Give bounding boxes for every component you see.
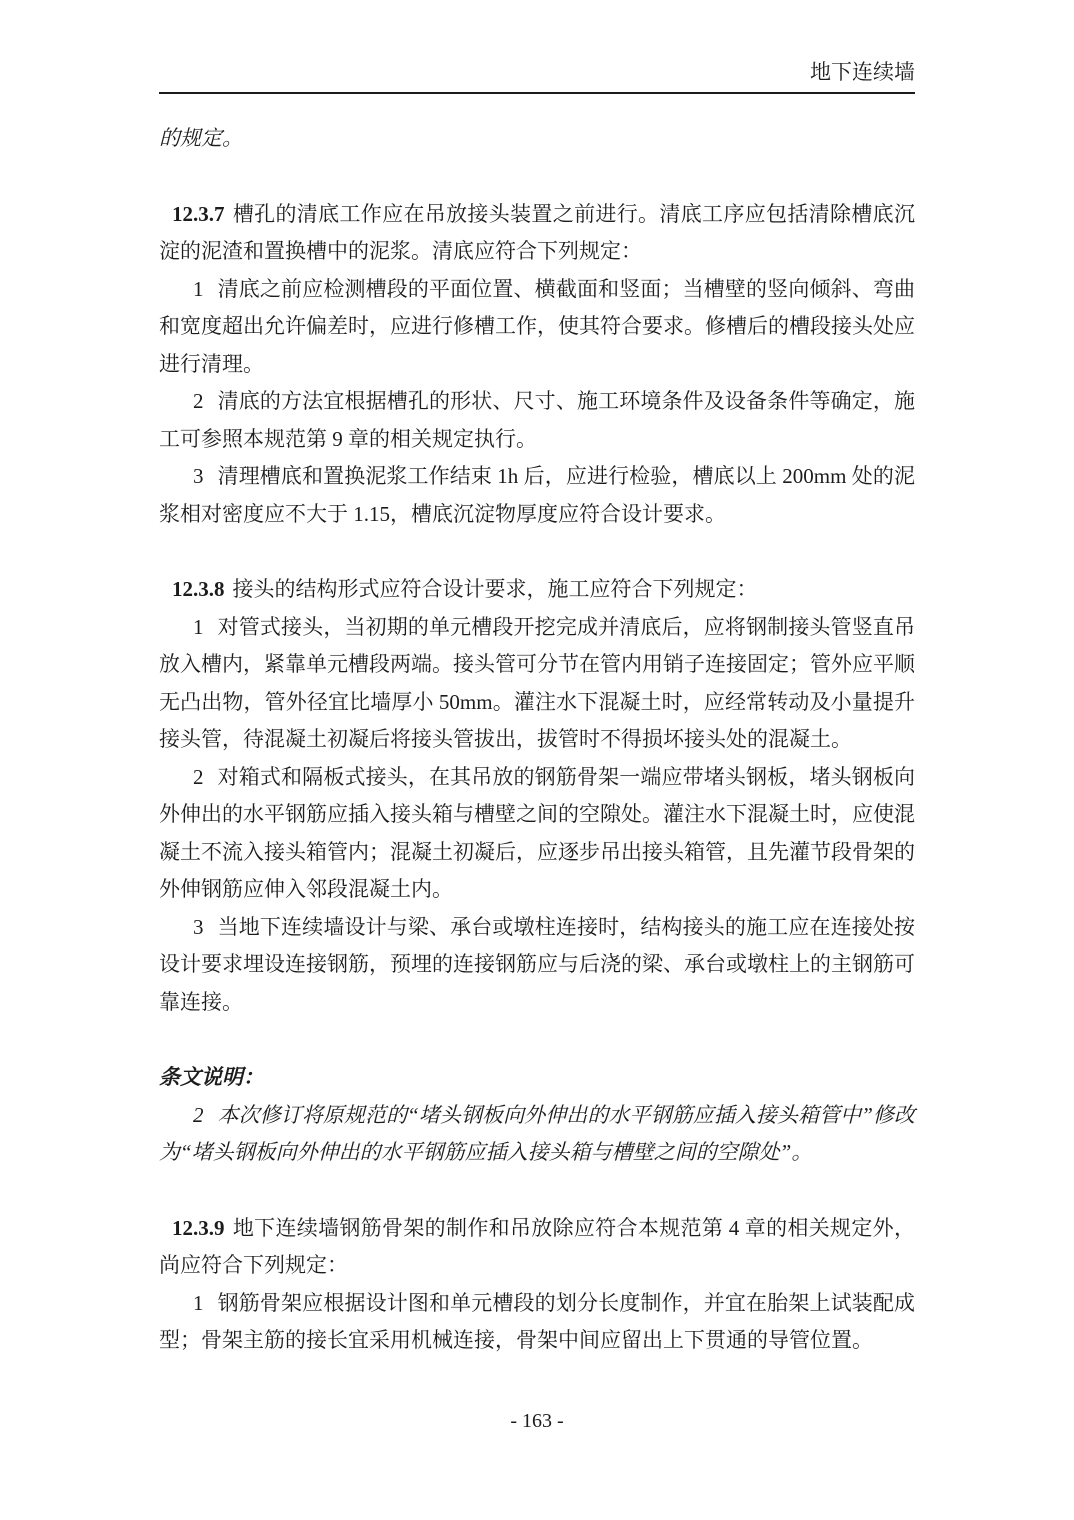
clause-number: 12.3.8 — [172, 577, 225, 601]
clause-12-3-7-item-3 — [159, 458, 915, 533]
clause-12-3-7-intro — [159, 196, 915, 271]
clause-12-3-8-item-2 — [159, 759, 915, 909]
clause-12-3-7-item-1 — [159, 271, 915, 384]
commentary-item-2 — [159, 1097, 915, 1172]
clause-12-3-8 — [159, 571, 915, 1021]
item-number: 1 — [193, 1290, 204, 1315]
clause-number: 12.3.9 — [172, 1215, 225, 1240]
page-footer — [0, 1408, 1074, 1434]
item-text: 清底的方法宜根据槽孔的形状、尺寸、施工环境条件及设备条件等确定，施工可参照本规范第 9 章的相关规定执行。 — [159, 389, 915, 451]
page-body — [159, 120, 915, 1360]
page-header — [159, 0, 915, 94]
clause-number: 12.3.7 — [172, 201, 225, 226]
clause-intro-text: 接头的结构形式应符合设计要求，施工应符合下列规定： — [232, 577, 758, 601]
clause-12-3-9-item-1 — [159, 1285, 915, 1360]
item-number: 3 — [193, 464, 204, 488]
running-header-title: 地下连续墙 — [810, 60, 915, 84]
item-number: 2 — [193, 764, 204, 789]
item-text: 钢筋骨架应根据设计图和单元槽段的划分长度制作，并宜在胎架上试装配成型；骨架主筋的接长宜采用机械连接，骨架中间应留出上下贯通的导管位置。 — [159, 1290, 915, 1352]
item-text: 清底之前应检测槽段的平面位置、横截面和竖面；当槽壁的竖向倾斜、弯曲和宽度超出允许偏差时，应进行修槽工作，使其符合要求。修槽后的槽段接头处应进行清理。 — [159, 276, 915, 376]
item-text: 对箱式和隔板式接头，在其吊放的钢筋骨架一端应带堵头钢板，堵头钢板向外伸出的水平钢筋应插入接头箱与槽壁之间的空隙处。灌注水下混凝土时，应使混凝土不流入接头箱管内；混凝土初凝后，应逐步吊出接头箱管，且先灌节段骨架的外伸钢筋应伸入邻段混凝土内。 — [159, 764, 915, 901]
clause-12-3-7 — [159, 196, 915, 534]
item-number: 2 — [193, 1102, 204, 1127]
clause-12-3-7-item-2 — [159, 383, 915, 458]
clause-12-3-8-item-3 — [159, 909, 915, 1022]
clause-12-3-9-intro — [159, 1210, 915, 1285]
clause-12-3-8-intro — [159, 571, 915, 609]
item-number: 3 — [193, 914, 204, 939]
commentary-heading: 条文说明： — [159, 1065, 264, 1089]
commentary-section — [159, 1059, 915, 1172]
clause-12-3-8-item-1 — [159, 609, 915, 759]
clause-intro-text: 地下连续墙钢筋骨架的制作和吊放除应符合本规范第 4 章的相关规定外，尚应符合下列规定： — [159, 1215, 915, 1277]
clause-intro-text: 槽孔的清底工作应在吊放接头装置之前进行。清底工序应包括清除槽底沉淀的泥渣和置换槽中的泥浆。清底应符合下列规定： — [159, 201, 915, 263]
item-number: 1 — [193, 614, 204, 639]
item-text: 当地下连续墙设计与梁、承台或墩柱连接时，结构接头的施工应在连接处按设计要求埋设连接钢筋，预埋的连接钢筋应与后浇的梁、承台或墩柱上的主钢筋可靠连接。 — [159, 914, 915, 1014]
item-text: 本次修订将原规范的“堵头钢板向外伸出的水平钢筋应插入接头箱管中”修改为“堵头钢板向外伸出的水平钢筋应插入接头箱与槽壁之间的空隙处”。 — [159, 1102, 915, 1164]
clause-12-3-9 — [159, 1210, 915, 1360]
item-number: 1 — [193, 276, 204, 301]
page-number: - 163 - — [510, 1410, 564, 1432]
item-number: 2 — [193, 389, 204, 413]
item-text: 清理槽底和置换泥浆工作结束 1h 后，应进行检验，槽底以上 200mm 处的泥浆相对密度应不大于 1.15，槽底沉淀物厚度应符合设计要求。 — [159, 464, 915, 526]
item-text: 对管式接头，当初期的单元槽段开挖完成并清底后，应将钢制接头管竖直吊放入槽内，紧靠单元槽段两端。接头管可分节在管内用销子连接固定；管外应平顺无凸出物，管外径宜比墙厚小 50mm。灌注水下混凝土时，应经常转动及小量提升接头管，待混凝土初凝后将接头管拔出，拔管时不得损坏接头处的混凝土。 — [159, 614, 915, 751]
continuation-text: 的规定。 — [159, 126, 243, 150]
